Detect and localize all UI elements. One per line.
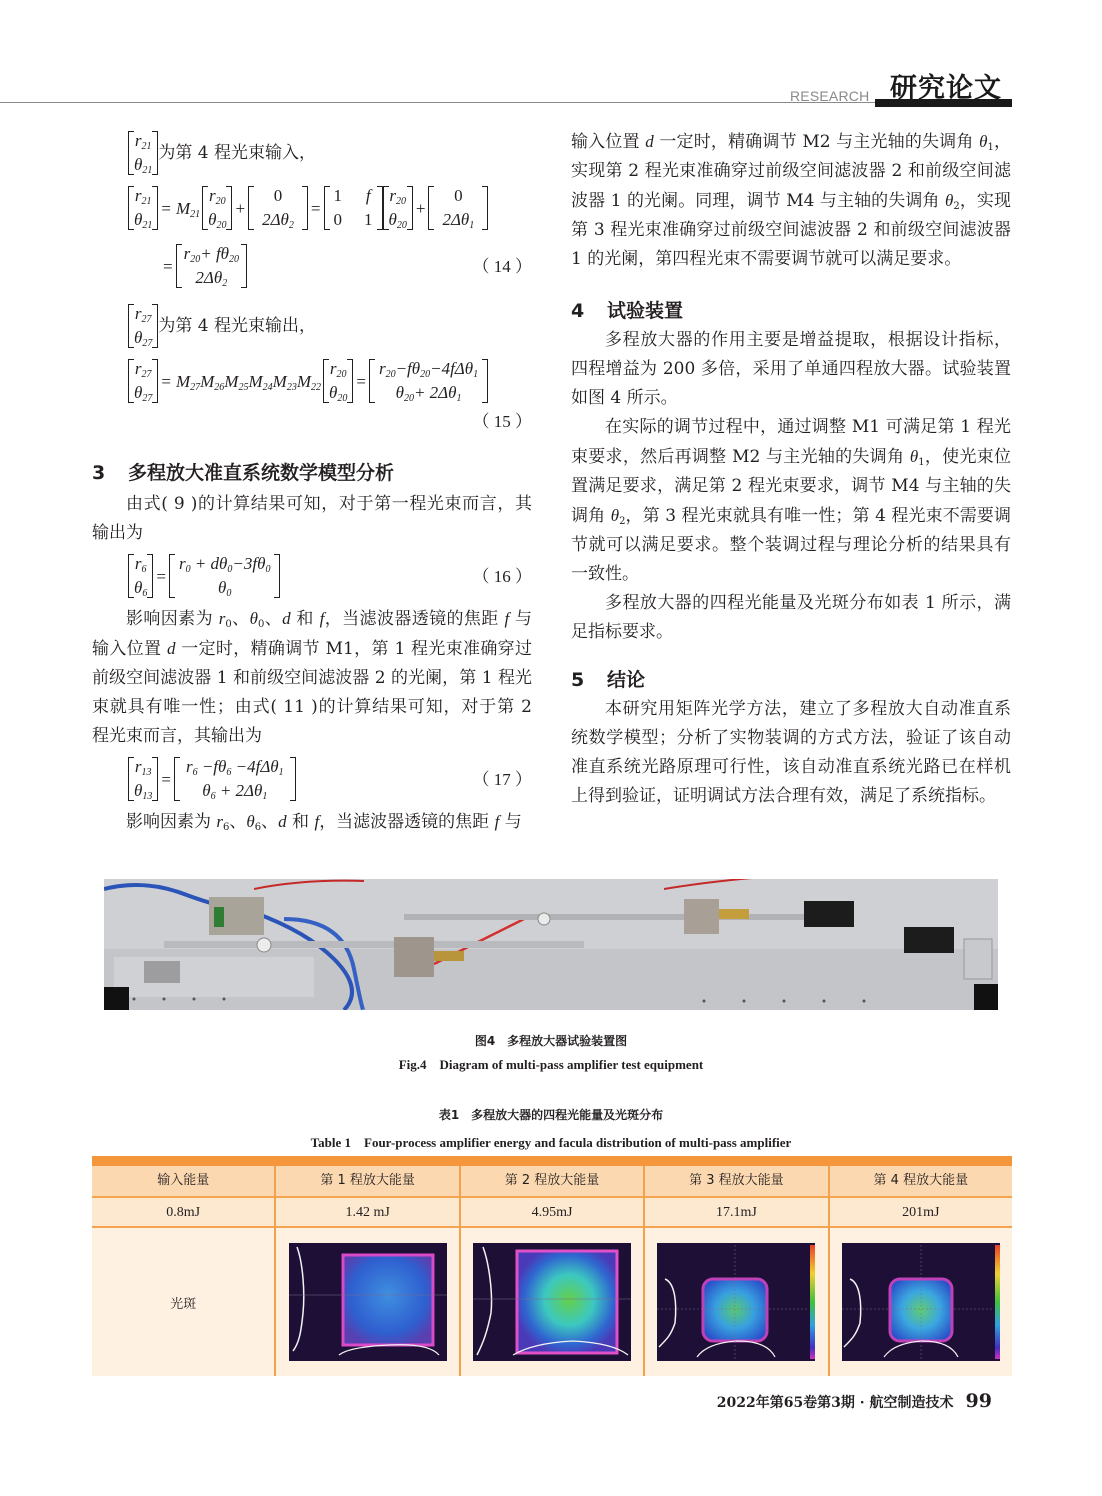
section-4-heading <box>571 296 1011 326</box>
equation-14-line2: = $r_{20}+ f\theta_{20}$ $2\Delta\theta_2$ （ 14 ） <box>163 244 532 289</box>
eq14-intro: $r_{21}$ $\theta_{21}$ 为第 4 程光束输入， <box>128 127 532 179</box>
table-value-cell: 17.1mJ <box>645 1196 829 1226</box>
section-5-title: 结论 <box>607 669 646 691</box>
beam-profile-pass-2 <box>473 1243 631 1361</box>
section-4-paragraph-2: 在实际的调节过程中，通过调整 M1 可满足第 1 程光束要求，然后再调整 M2 与主光轴的失调角 $\theta_1$，使光束位置满足要求，满足第 2 程光束要求，调节 M4 与主轴的失调角 $\theta_2$，第 3 程光束就具有唯一性；第 4 程光束不需要调节就可以满足要求。整个装调过程与理论分析的结果具有一致性。 <box>571 417 1012 584</box>
equation-15: $r_{27}$ $\theta_{27}$ = $M_{27}M_{26}M_{25}M_{24}M_{23}M_{22}$ $r_{20}$ $\theta_{20}$ = $r_{20}-f\theta_{20}-4f\Delta\theta_1$ $\theta_{20}+ 2\Delta\theta_1$ <box>128 353 532 409</box>
equation-16-number: （ 16 ） <box>472 566 532 586</box>
table-value-cell: 1.42 mJ <box>276 1196 460 1226</box>
header-rule <box>0 102 875 103</box>
beam-profile-pass-4 <box>842 1243 1000 1361</box>
equation-15-number-row <box>92 409 532 433</box>
equation-14-line1: $r_{21}$ $\theta_{21}$ = $M_{21}$ $r_{20}$ $\theta_{20}$ + 0 $2\Delta\theta_2$ = 1 f 0 1 $r_{20}$ $\theta_{20}$ + 0 $2\Delta\theta_1$ <box>128 179 532 237</box>
equation-16: $r_6$ $\theta_6$ = $r_0 + d\theta_0-3f\theta_0$ $\theta_0$ （ 16 ） <box>128 548 532 604</box>
right-paragraph-continued: 输入位置 d 一定时，精确调节 M2 与主光轴的失调角 $\theta_1$，实现第 2 程光束准确穿过前级空间滤波器 2 和前级空间滤波器 1 的光阑。同理，调节 M4 与主轴的失调角 $\theta_2$，实现第 3 程光束准确穿过前级空间滤波器 2 和前级空间滤波器 1 的光阑，第四程光束不需要调节就可以满足要求。 <box>571 132 1012 269</box>
table-value-cell: 201mJ <box>830 1196 1012 1226</box>
eq15-intro: $r_{27}$ $\theta_{27}$ 为第 4 程光束输出， <box>128 299 532 353</box>
table-spot-label: 光斑 <box>92 1226 276 1376</box>
page-number: 99 <box>965 1390 992 1412</box>
spot-image-cell <box>830 1226 1012 1376</box>
table-1-caption-cn: 表1 多程放大器的四程光能量及光斑分布 <box>438 1108 664 1122</box>
figure-4-caption-en: Fig.4 Diagram of multi-pass amplifier test equipment <box>398 1057 704 1072</box>
table-value-cell: 0.8mJ <box>92 1196 276 1226</box>
equation-14-number: （ 14 ） <box>472 256 532 276</box>
page-footer <box>717 1390 992 1412</box>
table-header-cell: 第 3 程放大能量 <box>645 1166 829 1196</box>
equation-15-number: （ 15 ） <box>472 411 532 431</box>
spot-image-cell <box>645 1226 829 1376</box>
section-3-paragraph-1: 由式( 9 )的计算结果可知，对于第一程光束而言，其输出为 <box>92 494 532 543</box>
spot-image-cell <box>461 1226 645 1376</box>
beam-profile-pass-3 <box>657 1243 815 1361</box>
table-1 <box>92 1156 1012 1376</box>
section-4-paragraph-1: 多程放大器的作用主要是增益提取，根据设计指标，四程增益为 200 多倍，采用了单通四程放大器。试验装置如图 4 所示。 <box>571 330 1011 408</box>
test-equipment-illustration <box>104 879 998 1010</box>
section-5-heading <box>571 665 1011 695</box>
figure-4-photo <box>104 879 998 1010</box>
section-5-number: 5 <box>571 669 585 691</box>
table-header-cell: 第 1 程放大能量 <box>276 1166 460 1196</box>
equation-17-number: （ 17 ） <box>472 769 532 789</box>
beam-profile-pass-1 <box>289 1243 447 1361</box>
table-spot-row <box>92 1226 1012 1376</box>
spot-image-cell <box>276 1226 460 1376</box>
table-value-cell: 4.95mJ <box>461 1196 645 1226</box>
equation-17: $r_{13}$ $\theta_{13}$ = $r_6 -f\theta_6 -4f\Delta\theta_1$ $\theta_6 + 2\Delta\theta_1$ （ 17 ） <box>128 751 532 807</box>
section-4-paragraph-3: 多程放大器的四程光能量及光斑分布如表 1 所示，满足指标要求。 <box>571 593 1011 642</box>
figure-4-caption-cn: 图4 多程放大器试验装置图 <box>474 1034 628 1048</box>
table-top-band <box>92 1156 1012 1166</box>
section-5-paragraph-1: 本研究用矩阵光学方法，建立了多程放大自动准直系统数学模型；分析了实物装调的方式方法，验证了该自动准直系统光路原理可行性，该自动准直系统光路已在样机上得到验证，证明调试方法合理有效，满足了系统指标。 <box>571 699 1011 806</box>
table-header-cell: 输入能量 <box>92 1166 276 1196</box>
header-section-en: RESEARCH <box>790 88 870 104</box>
section-3-title: 多程放大准直系统数学模型分析 <box>128 462 395 484</box>
section-4-title: 试验装置 <box>607 300 684 322</box>
table-header-row <box>92 1166 1012 1196</box>
section-3-heading <box>92 458 532 488</box>
right-column <box>571 127 1011 811</box>
section-4-number: 4 <box>571 300 585 322</box>
section-3-number: 3 <box>92 462 106 484</box>
journal-info: 2022年第65卷第3期 · 航空制造技术 <box>716 1395 954 1411</box>
table-energy-row <box>92 1196 1012 1226</box>
table-header-cell: 第 2 程放大能量 <box>461 1166 645 1196</box>
table-1-caption-en: Table 1 Four-process amplifier energy and facula distribution of multi-pass amplifier <box>310 1135 792 1150</box>
table-header-cell: 第 4 程放大能量 <box>830 1166 1012 1196</box>
section-3-paragraph-2: 影响因素为 $r_0$、$\theta_0$、d 和 f，当滤波器透镜的焦距 f 与输入位置 d 一定时，精确调节 M1，第 1 程光束准确穿过前级空间滤波器 1 和前级空间滤波器 2 的光阑，第 1 程光束就具有唯一性；由式( 11 )的计算结果可知，对于第 2 程光束而言，其输出为 <box>92 609 533 746</box>
header-section-cn: 研究论文 <box>890 73 1002 104</box>
section-3-paragraph-3: 影响因素为 $r_6$、$\theta_6$、d 和 f，当滤波器透镜的焦距 f 与 <box>126 812 522 833</box>
left-column <box>92 127 532 837</box>
